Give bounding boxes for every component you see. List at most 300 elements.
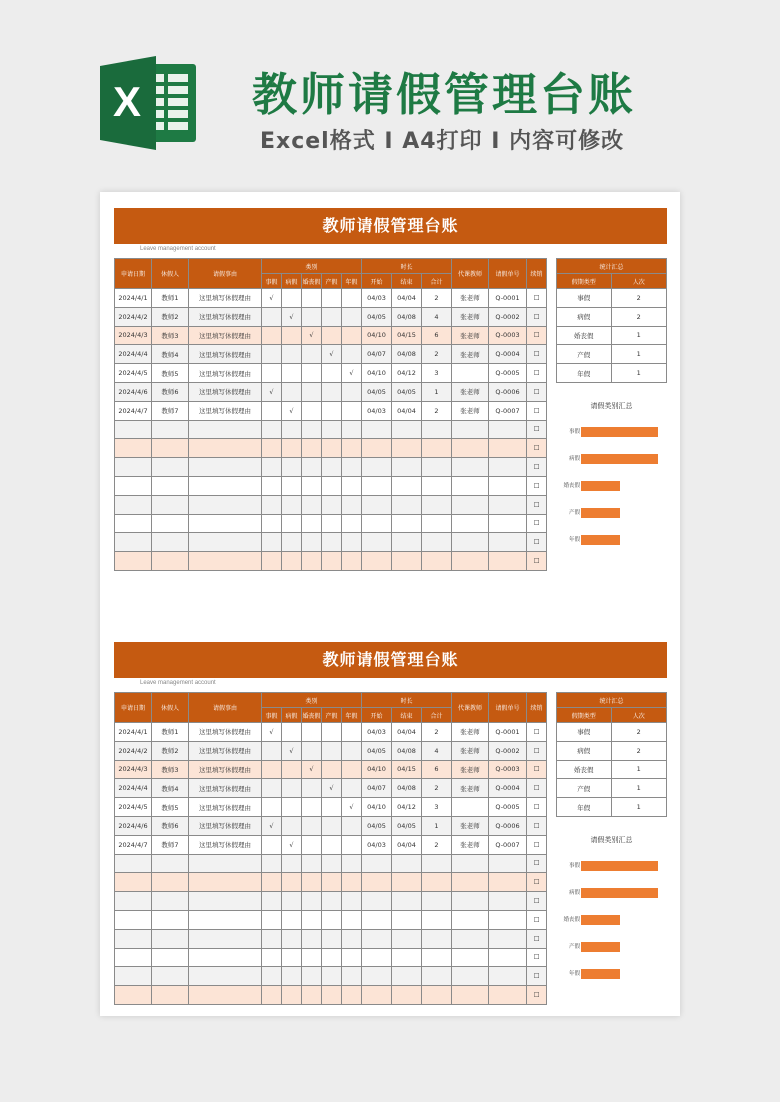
chart-category-label: 产假 [568,944,580,950]
cancel-checkbox[interactable]: ☐ [527,986,547,1005]
cancel-checkbox[interactable]: ☐ [527,892,547,911]
chart-bar-row [556,888,667,898]
substitute-cell: 张老师 [452,345,489,364]
date-cell: 2024/4/1 [115,289,152,308]
person-cell: 教师5 [152,798,189,817]
sick-leave-cell [282,986,302,1005]
cancel-checkbox[interactable]: ☐ [527,552,547,571]
reason-cell: 这里填写休假理由 [189,382,262,401]
summary-type-cell: 事假 [557,723,612,742]
order-no-cell [489,495,527,514]
col-header-sick-leave: 病假 [282,274,302,289]
marriage-leave-cell [302,910,322,929]
marriage-leave-cell [302,439,322,458]
col-header-substitute: 代课教师 [452,693,489,723]
table-row [115,307,547,326]
marriage-leave-cell [302,289,322,308]
substitute-cell [452,495,489,514]
total-cell: 2 [422,779,452,798]
date-cell [115,420,152,439]
annual-leave-cell: √ [342,364,362,383]
chart-title: 请假类别汇总 [590,402,633,410]
person-cell [152,873,189,892]
col-header-end: 结束 [392,708,422,723]
start-cell: 04/10 [362,364,392,383]
sick-leave-cell [282,723,302,742]
annual-leave-cell [342,854,362,873]
chart-bar [581,942,620,952]
total-cell: 3 [422,364,452,383]
date-cell: 2024/4/3 [115,760,152,779]
annual-leave-cell [342,986,362,1005]
annual-leave-cell: √ [342,798,362,817]
maternity-leave-cell [322,326,342,345]
order-no-cell [489,854,527,873]
reason-cell [189,967,262,986]
date-cell [115,986,152,1005]
total-cell [422,476,452,495]
order-no-cell: Q-0001 [489,723,527,742]
date-cell: 2024/4/7 [115,401,152,420]
substitute-cell [452,892,489,911]
end-cell [392,948,422,967]
annual-leave-cell [342,307,362,326]
reason-cell: 这里填写休假理由 [189,364,262,383]
end-cell [392,892,422,911]
sick-leave-cell [282,779,302,798]
date-cell: 2024/4/6 [115,816,152,835]
reason-cell [189,986,262,1005]
cancel-checkbox[interactable]: ☐ [527,760,547,779]
maternity-leave-cell [322,892,342,911]
substitute-cell [452,873,489,892]
cancel-checkbox[interactable]: ☐ [527,779,547,798]
sick-leave-cell [282,345,302,364]
maternity-leave-cell [322,967,342,986]
cancel-checkbox[interactable]: ☐ [527,382,547,401]
annual-leave-cell [342,345,362,364]
annual-leave-cell [342,533,362,552]
date-cell [115,476,152,495]
summary-type-cell: 年假 [557,798,612,817]
total-cell [422,948,452,967]
cancel-checkbox[interactable]: ☐ [527,439,547,458]
substitute-cell: 张老师 [452,779,489,798]
person-cell: 教师4 [152,345,189,364]
sick-leave-cell [282,495,302,514]
cancel-checkbox[interactable]: ☐ [527,289,547,308]
start-cell [362,533,392,552]
summary-count-cell: 2 [611,723,667,742]
start-cell: 04/03 [362,401,392,420]
start-cell [362,929,392,948]
substitute-cell [452,798,489,817]
total-cell: 2 [422,401,452,420]
marriage-leave-cell [302,986,322,1005]
annual-leave-cell [342,458,362,477]
chart-category-label: 年假 [568,537,580,543]
summary-table [556,692,667,817]
person-cell: 教师2 [152,741,189,760]
annual-leave-cell [342,873,362,892]
date-cell [115,854,152,873]
start-cell [362,892,392,911]
cancel-checkbox[interactable]: ☐ [527,307,547,326]
date-cell: 2024/4/5 [115,364,152,383]
start-cell: 04/03 [362,723,392,742]
end-cell: 04/08 [392,741,422,760]
reason-cell: 这里填写休假理由 [189,741,262,760]
order-no-cell: Q-0004 [489,345,527,364]
date-cell: 2024/4/7 [115,835,152,854]
summary-row [557,326,667,345]
sick-leave-cell [282,289,302,308]
order-no-cell [489,892,527,911]
maternity-leave-cell [322,816,342,835]
substitute-cell: 张老师 [452,816,489,835]
chart-bar-row [556,508,667,518]
marriage-leave-cell [302,514,322,533]
person-cell: 教师3 [152,760,189,779]
summary-type-cell: 病假 [557,741,612,760]
col-header-start: 开始 [362,274,392,289]
col-header-category: 类别 [262,693,362,708]
person-cell: 教师5 [152,364,189,383]
col-header-cancel: 续销 [527,259,547,289]
col-header-order-no: 请假单号 [489,693,527,723]
sick-leave-cell [282,854,302,873]
person-cell: 教师1 [152,723,189,742]
date-cell [115,967,152,986]
substitute-cell [452,476,489,495]
personal-leave-cell: √ [262,723,282,742]
cancel-checkbox[interactable]: ☐ [527,741,547,760]
table-row [115,401,547,420]
cancel-checkbox[interactable]: ☐ [527,533,547,552]
chart-category-label: 婚丧假 [563,483,580,489]
ledger-block [114,642,667,1000]
col-header-annual-leave: 年假 [342,708,362,723]
end-cell [392,986,422,1005]
personal-leave-cell [262,873,282,892]
cancel-checkbox[interactable]: ☐ [527,816,547,835]
summary-row [557,723,667,742]
cancel-checkbox[interactable]: ☐ [527,967,547,986]
marriage-leave-cell [302,364,322,383]
annual-leave-cell [342,948,362,967]
leave-ledger-table [114,692,547,1005]
maternity-leave-cell [322,552,342,571]
col-header-annual-leave: 年假 [342,274,362,289]
personal-leave-cell [262,533,282,552]
substitute-cell [452,420,489,439]
summary-count-cell: 2 [611,289,667,308]
annual-leave-cell [342,779,362,798]
total-cell: 4 [422,307,452,326]
person-cell: 教师7 [152,401,189,420]
table-row [115,948,547,967]
total-cell [422,552,452,571]
personal-leave-cell [262,948,282,967]
sheet-paper [100,192,680,1016]
sick-leave-cell [282,326,302,345]
marriage-leave-cell [302,816,322,835]
total-cell [422,873,452,892]
table-row [115,495,547,514]
order-no-cell [489,439,527,458]
sick-leave-cell [282,514,302,533]
cancel-checkbox[interactable]: ☐ [527,835,547,854]
chart-category-label: 事假 [568,863,580,869]
chart-bar-row [556,535,667,545]
order-no-cell [489,967,527,986]
start-cell: 04/05 [362,816,392,835]
summary-row [557,364,667,383]
maternity-leave-cell [322,420,342,439]
table-row [115,289,547,308]
order-no-cell [489,873,527,892]
person-cell [152,854,189,873]
chart-bar [581,969,620,979]
table-row [115,326,547,345]
start-cell: 04/03 [362,289,392,308]
maternity-leave-cell [322,382,342,401]
summary-title: 统计汇总 [557,693,667,708]
summary-type-cell: 病假 [557,307,612,326]
cancel-checkbox[interactable]: ☐ [527,345,547,364]
end-cell [392,476,422,495]
date-cell [115,439,152,458]
personal-leave-cell [262,910,282,929]
person-cell [152,420,189,439]
date-cell: 2024/4/4 [115,779,152,798]
start-cell: 04/05 [362,382,392,401]
maternity-leave-cell [322,986,342,1005]
marriage-leave-cell [302,307,322,326]
table-row [115,760,547,779]
chart-bar [581,508,620,518]
person-cell: 教师3 [152,326,189,345]
chart-bar [581,427,658,437]
cancel-checkbox[interactable]: ☐ [527,798,547,817]
sick-leave-cell [282,967,302,986]
table-row [115,723,547,742]
order-no-cell: Q-0002 [489,741,527,760]
substitute-cell: 张老师 [452,741,489,760]
end-cell: 04/15 [392,326,422,345]
person-cell [152,514,189,533]
reason-cell [189,854,262,873]
reason-cell: 这里填写休假理由 [189,401,262,420]
summary-type-cell: 事假 [557,289,612,308]
sick-leave-cell [282,552,302,571]
personal-leave-cell [262,420,282,439]
maternity-leave-cell [322,439,342,458]
personal-leave-cell [262,854,282,873]
order-no-cell [489,929,527,948]
start-cell [362,495,392,514]
col-header-start: 开始 [362,708,392,723]
table-row [115,533,547,552]
person-cell [152,986,189,1005]
reason-cell [189,873,262,892]
reason-cell [189,910,262,929]
personal-leave-cell: √ [262,289,282,308]
substitute-cell [452,929,489,948]
person-cell [152,476,189,495]
order-no-cell: Q-0002 [489,307,527,326]
col-header-person: 休假人 [152,259,189,289]
start-cell [362,458,392,477]
table-row [115,476,547,495]
person-cell [152,552,189,571]
cancel-checkbox[interactable]: ☐ [527,495,547,514]
summary-count-cell: 1 [611,326,667,345]
reason-cell: 这里填写休假理由 [189,816,262,835]
maternity-leave-cell [322,307,342,326]
person-cell: 教师7 [152,835,189,854]
start-cell: 04/03 [362,835,392,854]
cancel-checkbox[interactable]: ☐ [527,854,547,873]
personal-leave-cell: √ [262,382,282,401]
maternity-leave-cell [322,495,342,514]
total-cell [422,495,452,514]
col-header-personal-leave: 事假 [262,708,282,723]
reason-cell: 这里填写休假理由 [189,307,262,326]
date-cell [115,873,152,892]
reason-cell: 这里填写休假理由 [189,289,262,308]
summary-count-cell: 1 [611,760,667,779]
order-no-cell: Q-0005 [489,364,527,383]
summary-col-count: 人次 [611,708,667,723]
sheet-subtitle: Leave management account [140,246,216,252]
summary-row [557,345,667,364]
substitute-cell [452,854,489,873]
date-cell [115,892,152,911]
cancel-checkbox[interactable]: ☐ [527,401,547,420]
chart-bar [581,888,658,898]
sick-leave-cell [282,420,302,439]
chart-bar [581,535,620,545]
annual-leave-cell [342,892,362,911]
col-header-reason: 请假事由 [189,693,262,723]
end-cell: 04/04 [392,289,422,308]
annual-leave-cell [342,420,362,439]
annual-leave-cell [342,816,362,835]
sick-leave-cell [282,364,302,383]
maternity-leave-cell [322,364,342,383]
substitute-cell: 张老师 [452,723,489,742]
page-title: 教师请假管理台账 [252,68,637,121]
marriage-leave-cell [302,835,322,854]
col-header-cancel: 续销 [527,693,547,723]
summary-count-cell: 2 [611,741,667,760]
marriage-leave-cell [302,854,322,873]
cancel-checkbox[interactable]: ☐ [527,458,547,477]
marriage-leave-cell [302,892,322,911]
cancel-checkbox[interactable]: ☐ [527,929,547,948]
summary-count-cell: 1 [611,798,667,817]
total-cell: 6 [422,760,452,779]
sick-leave-cell [282,910,302,929]
annual-leave-cell [342,401,362,420]
order-no-cell [489,514,527,533]
cancel-checkbox[interactable]: ☐ [527,514,547,533]
sick-leave-cell: √ [282,741,302,760]
start-cell [362,967,392,986]
date-cell [115,948,152,967]
col-header-maternity-leave: 产假 [322,274,342,289]
cancel-checkbox[interactable]: ☐ [527,326,547,345]
total-cell: 3 [422,798,452,817]
cancel-checkbox[interactable]: ☐ [527,476,547,495]
personal-leave-cell [262,552,282,571]
chart-bar-row [556,427,667,437]
end-cell [392,552,422,571]
total-cell [422,910,452,929]
total-cell [422,533,452,552]
summary-row [557,741,667,760]
substitute-cell: 张老师 [452,326,489,345]
order-no-cell [489,476,527,495]
end-cell [392,854,422,873]
total-cell [422,458,452,477]
cancel-checkbox[interactable]: ☐ [527,723,547,742]
cancel-checkbox[interactable]: ☐ [527,910,547,929]
annual-leave-cell [342,552,362,571]
date-cell [115,458,152,477]
maternity-leave-cell: √ [322,345,342,364]
table-row [115,382,547,401]
col-header-maternity-leave: 产假 [322,708,342,723]
table-row [115,345,547,364]
sick-leave-cell [282,439,302,458]
reason-cell [189,420,262,439]
cancel-checkbox[interactable]: ☐ [527,364,547,383]
cancel-checkbox[interactable]: ☐ [527,873,547,892]
personal-leave-cell [262,401,282,420]
marriage-leave-cell [302,552,322,571]
order-no-cell: Q-0005 [489,798,527,817]
cancel-checkbox[interactable]: ☐ [527,948,547,967]
cancel-checkbox[interactable]: ☐ [527,420,547,439]
personal-leave-cell [262,798,282,817]
table-row [115,364,547,383]
order-no-cell [489,420,527,439]
person-cell: 教师4 [152,779,189,798]
date-cell: 2024/4/1 [115,723,152,742]
chart-bar-row [556,915,667,925]
start-cell [362,986,392,1005]
total-cell: 2 [422,835,452,854]
marriage-leave-cell [302,401,322,420]
col-header-end: 结束 [392,274,422,289]
summary-count-cell: 1 [611,779,667,798]
summary-type-cell: 产假 [557,779,612,798]
date-cell: 2024/4/2 [115,307,152,326]
end-cell: 04/04 [392,401,422,420]
start-cell [362,854,392,873]
end-cell: 04/05 [392,816,422,835]
end-cell [392,929,422,948]
marriage-leave-cell [302,873,322,892]
sick-leave-cell [282,892,302,911]
annual-leave-cell [342,476,362,495]
col-header-duration: 时长 [362,259,452,274]
personal-leave-cell [262,307,282,326]
start-cell: 04/07 [362,345,392,364]
order-no-cell: Q-0003 [489,326,527,345]
